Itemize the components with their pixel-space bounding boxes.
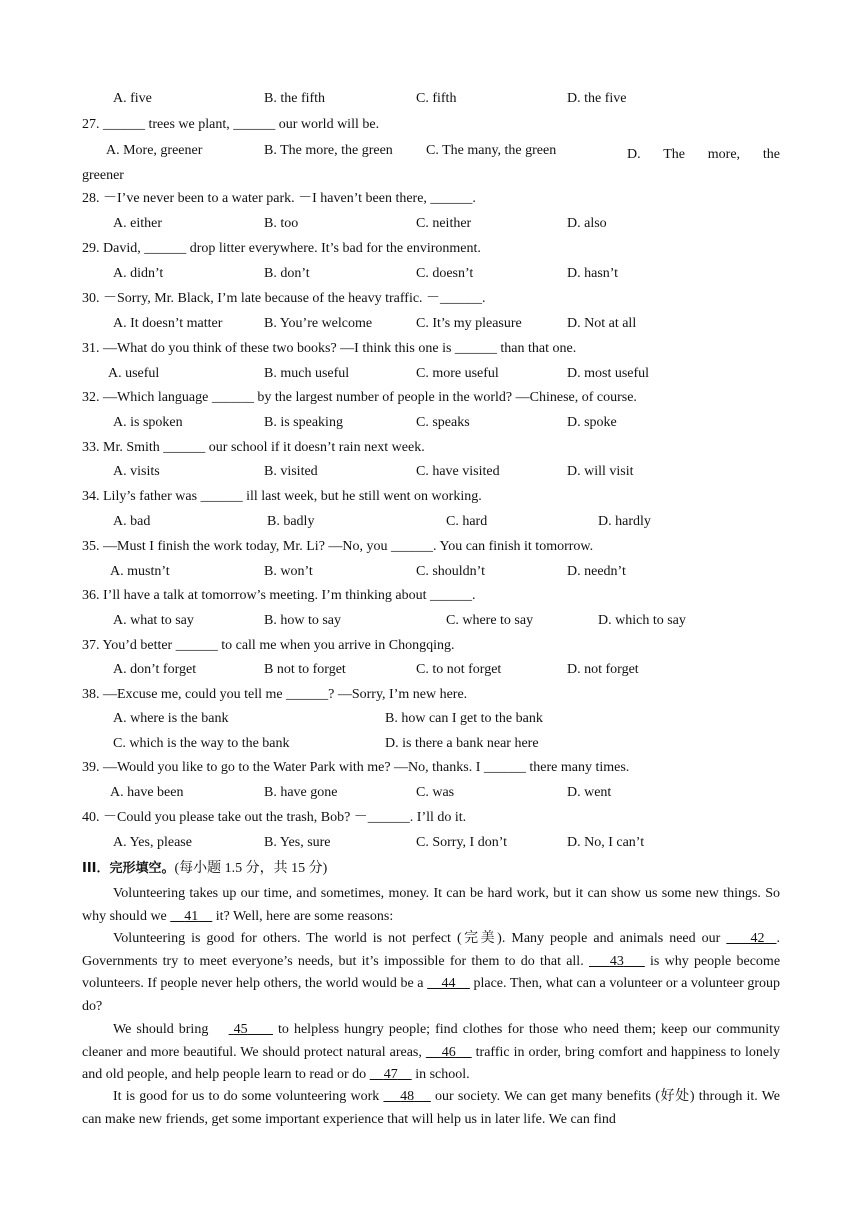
option-c: C. shouldn’t [416,564,485,579]
option-b: B. is speaking [264,415,343,430]
blank-48: 48 [400,1089,415,1104]
option-b: B. have gone [264,785,338,800]
option-a: A. mustn’t [110,564,170,579]
option-d-wrap: greener [82,168,124,183]
option-a: A. where is the bank [113,711,229,726]
option-c: C. The many, the green [426,143,557,158]
question-text: 37. You’d better ______ to call me when you arrive in Chongqing. [82,638,455,653]
option-b: B. visited [264,464,318,479]
section-note: (每小题 1.5 分，共 15 分) [174,861,328,876]
option-c: C. more useful [416,366,499,381]
option-a: A. useful [108,366,160,381]
option-a: A. bad [113,514,151,529]
blank-41: 41 [184,908,199,924]
question-text: 32. —Which language ______ by the largest number of people in the world? —Chinese, of course. [82,390,637,405]
option-c: C. was [416,785,455,800]
option-c: C. doesn’t [416,266,474,281]
option-a: A. is spoken [113,415,183,430]
option-d: D. also [567,216,607,231]
option-c: C. It’s my pleasure [416,316,522,331]
question-text: 38. —Excuse me, could you tell me ______? —Sorry, I’m new here. [82,687,468,702]
option-d: D. the five [567,91,627,106]
option-b: B. The more, the green [264,143,393,158]
question-text: 27. ______ trees we plant, ______ our world will be. [82,117,380,132]
option-b: B. how to say [264,613,341,628]
option-a: A. It doesn’t matter [113,316,223,331]
option-b: B. won’t [264,564,313,579]
option-d: D. hardly [598,514,651,529]
option-a: A. what to say [113,613,194,628]
question-text: 29. David, ______ drop litter everywhere. It’s bad for the environment. [82,241,481,256]
passage-paragraph-2: Volunteering is good for others. The world is not perfect (完美). Many people and animals need our 42 . Governments try to meet everyone’s needs, but it’s impossible for them to do that all. 43 is why people become volunteers. If people never help others, the world would be a 44 place. Then, what can a volunteer or a volunteer group do? [82,931,781,1014]
option-c: C. to not forget [416,662,502,677]
question-text: 33. Mr. Smith ______ our school if it doesn’t rain next week. [82,440,425,455]
passage-paragraph-4: It is good for us to do some volunteering work 48 our society. We can get many benefits (好处) through it. We can make new friends, get some important experience that will help us in later life. We can find [82,1089,781,1127]
option-c: C. where to say [446,613,534,628]
option-c: C. Sorry, I don’t [416,835,507,850]
option-d: D. not forget [567,662,639,677]
option-d: D. hasn’t [567,266,619,281]
option-c: C. fifth [416,91,457,106]
option-b: B. too [264,216,299,231]
option-c: C. have visited [416,464,500,479]
question-text: 40. －Could you please take out the trash, Bob? －______. I’ll do it. [82,810,467,825]
passage-paragraph-1: Volunteering takes up our time, and sometimes, money. It can be hard work, but it can show us some new things. So why should we 41 it? Well, here are some reasons: [82,886,780,924]
question-text: 39. —Would you like to go to the Water Park with me? —No, thanks. I ______ there many times. [82,760,630,775]
option-a: A. Yes, please [113,835,192,850]
question-text: 36. I’ll have a talk at tomorrow’s meeting. I’m thinking about ______. [82,588,476,603]
blank-46: 46 [441,1044,456,1060]
passage-paragraph-3: We should bring 45 to helpless hungry people; find clothes for those who need them; keep our community cleaner and more beautiful. We should protect natural areas, 46 traffic in order, bring comfort and happiness to lonely and old people, and help people learn to read or do 47 in school. [82,1022,781,1082]
question-text: 34. Lily’s father was ______ ill last week, but he still went on working. [82,489,482,504]
option-d: D. spoke [567,415,617,430]
question-text: 30. －Sorry, Mr. Black, I’m late because of the heavy traffic. －______. [82,291,486,306]
option-c: C. neither [416,216,472,231]
option-b: B. badly [267,514,315,529]
option-b: B. don’t [264,266,310,281]
option-c: C. which is the way to the bank [113,736,290,751]
blank-43: 43 [609,953,624,969]
option-b: B. the fifth [264,91,326,106]
option-a: A. either [113,216,162,231]
option-a: A. five [113,91,152,106]
option-c: C. speaks [416,415,470,430]
option-d: D. most useful [567,366,650,381]
option-d: D. went [567,785,612,800]
option-d: D. is there a bank near here [385,736,539,751]
option-b: B. much useful [264,366,350,381]
option-a: A. don’t forget [113,662,197,677]
question-text: 35. —Must I finish the work today, Mr. Li? —No, you ______. You can finish it tomorrow. [82,539,594,554]
option-c: C. hard [446,514,488,529]
option-b: B. You’re welcome [264,316,373,331]
option-d: D. will visit [567,464,634,479]
option-d: D. which to say [598,613,686,628]
blank-44: 44 [441,976,456,991]
question-text: 31. —What do you think of these two books? —I think this one is ______ than that one. [82,341,577,356]
option-a: A. have been [110,785,184,800]
blank-45: 45 [233,1022,248,1037]
option-a: A. didn’t [113,266,164,281]
option-b: B not to forget [264,662,346,677]
option-a: A. visits [113,464,160,479]
blank-47: 47 [383,1067,398,1082]
option-a: A. More, greener [106,143,203,158]
section-title: III．完形填空。 [82,861,175,876]
option-d: D. No, I can’t [567,835,645,850]
question-text: 28. －I’ve never been to a water park. －I haven’t been there, ______. [82,191,476,206]
option-d: D. needn’t [567,564,626,579]
option-d: D. The more, the [627,147,780,162]
option-d: D. Not at all [567,316,637,331]
option-b: B. Yes, sure [264,835,331,850]
option-b: B. how can I get to the bank [385,711,543,726]
blank-42: 42 [750,931,765,946]
